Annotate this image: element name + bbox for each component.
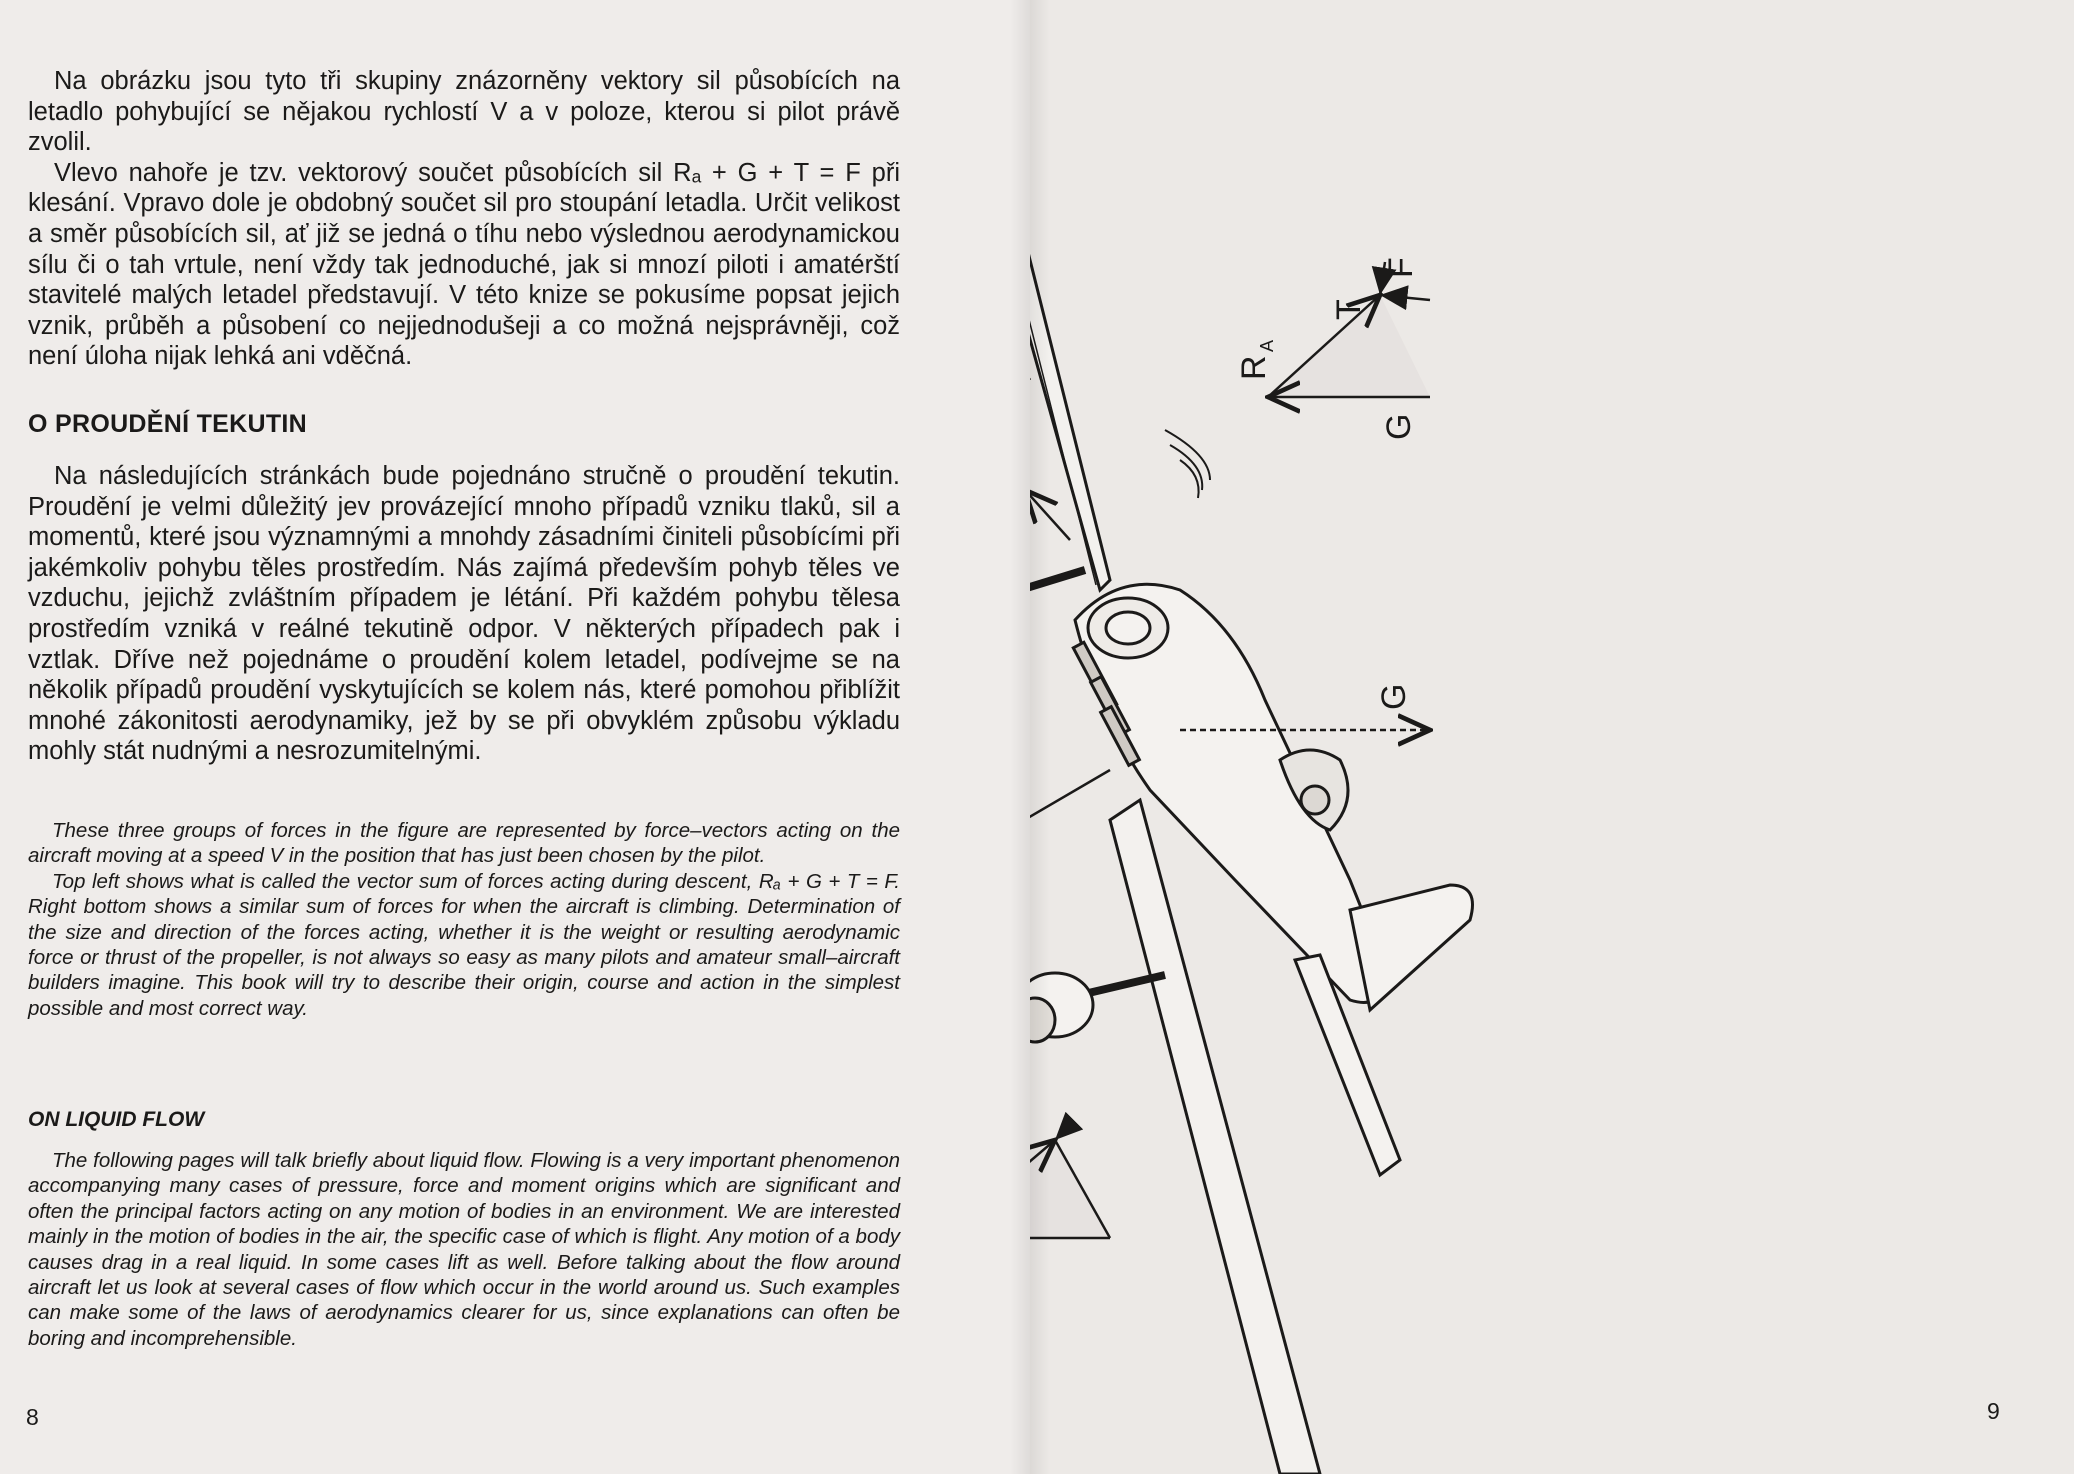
label-thrust-descent: T xyxy=(1330,299,1368,320)
section-heading: O PROUDĚNÍ TEKUTIN xyxy=(28,410,308,438)
english-text xyxy=(28,818,900,1021)
label-weight: G xyxy=(1375,683,1413,710)
intro-paragraph-1: Na obrázku jsou tyto tři skupiny znázorněny vektory sil působících na letadlo pohybující se nějakou rychlostí V a v poloze, kterou si pilot právě zvolil. xyxy=(28,67,900,157)
english-paragraph-1: These three groups of forces in the figure are represented by force–vectors acting on the aircraft moving at a speed V in the position that has just been chosen by the pilot. xyxy=(28,819,900,868)
english-section-text xyxy=(28,1148,900,1351)
lower-wheel xyxy=(1030,973,1165,1042)
label-aero-sub-descent: A xyxy=(1257,339,1277,352)
english-paragraph-2: Top left shows what is called the vector sum of forces acting during descent, Rₐ + G + T = F. Right bottom shows a similar sum of forces for when the aircraft is climbing. Determination of the size and direction of the forces acting, whether it is the weight or resulting aerodynamic force or thrust of the propeller, is not always so easy as many pilots and amateur small–aircraft builders imagine. This book will try to describe their origin, course and action in the simplest possible and most correct way. xyxy=(28,869,900,1020)
section-text xyxy=(28,461,900,767)
left-page xyxy=(0,0,1030,1474)
label-resultant-descent: F xyxy=(1382,257,1420,278)
page-number-right: 9 xyxy=(1987,1398,2000,1424)
right-page xyxy=(1030,0,2074,1474)
section-paragraph: Na následujících stránkách bude pojednáno stručně o proudění tekutin. Proudění je velmi důležitý jev provázející mnoho případů vzniku tlaků, sil a momentů, které jsou významnými a mnohdy zásadními činiteli působícími při jakémkoliv pohybu těles prostředím. Nás zajímá především pohyb těles ve vzduchu, jejichž zvláštním případem je létání. Při každém pohybu tělesa prostředím vzniká v reálné tekutině odpor. V některých případech pak i vztlak. Dříve než pojednáme o proudění kolem letadel, podívejme se na několik případů proudění vyskytujících se kolem nás, které pomohou přiblížit mnohé zákonitosti aerodynamiky, jež by se při obvyklém způsobu výkladu mohly stát nudnými a nesrozumitelnými. xyxy=(28,462,900,766)
english-section-paragraph: The following pages will talk briefly about liquid flow. Flowing is a very important phenomenon accompanying many cases of pressure, force and moment origins which are significant and often the principal factors acting on any motion of bodies in an environment. We are interested mainly in the motion of bodies in the air, the specific case of which is flight. Any motion of a body causes drag in a real liquid. In some cases lift as well. Before talking about the flow around aircraft let us look at several cases of flow which occur in the world around us. Such examples can make some of the laws of aerodynamics clearer for us, since explanations can often be boring and incomprehensible. xyxy=(28,1149,900,1350)
fuselage xyxy=(1073,584,1390,1002)
label-aero-descent: R xyxy=(1235,355,1273,380)
book-gutter xyxy=(1010,0,1050,1474)
intro-text xyxy=(28,66,900,372)
vector-triangle-descent xyxy=(1268,262,1430,397)
intro-paragraph-2: Vlevo nahoře je tzv. vektorový součet působících sil Rₐ + G + T = F při klesání. Vpravo dole je obdobný součet sil pro stoupání letadla. Určit velikost a směr působících sil, ať již se jedná o tíhu nebo výslednou aerodynamickou sílu či o tah vrtule, není vždy tak jednoduché, jak si mnozí piloti i amatérští stavitelé malých letadel představují. V této knize se pokusíme popsat jejich vznik, průběh a působení co nejjednodušeji a co možná nejsprávněji, což není úloha nijak lehká ani vděčná. xyxy=(28,158,900,371)
aircraft-force-diagram xyxy=(1030,0,2074,1474)
english-heading: ON LIQUID FLOW xyxy=(28,1108,205,1131)
label-weight-descent: G xyxy=(1380,413,1418,440)
page-number-left: 8 xyxy=(26,1404,39,1430)
